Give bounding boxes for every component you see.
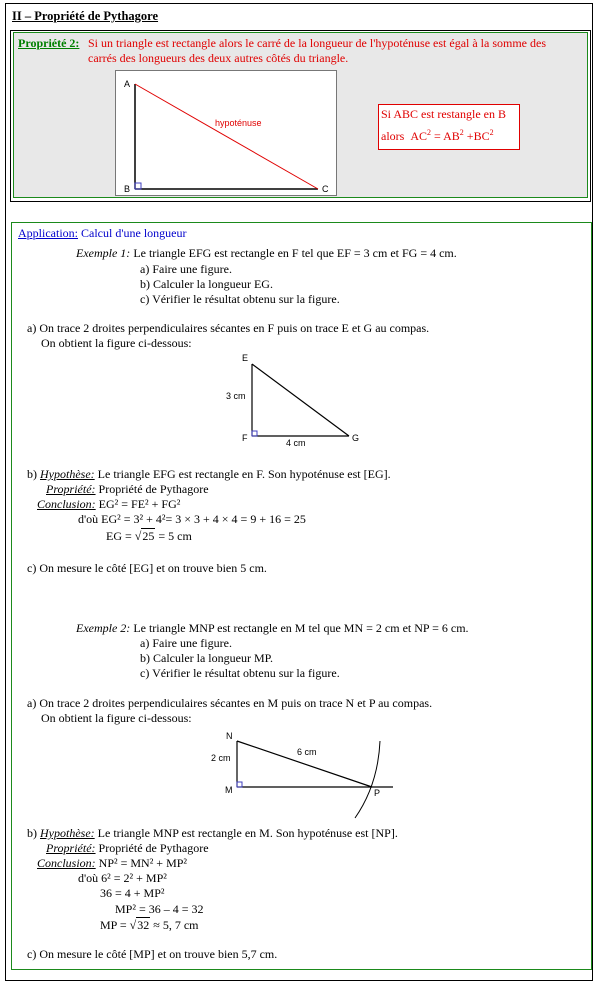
example1-statement: Exemple 1: Le triangle EFG est rectangle en F tel que EF = 3 cm et FG = 4 cm.: [76, 246, 457, 260]
example2-answer-c: c) On mesure le côté [MP] et on trouve bien 5,7 cm.: [27, 947, 278, 961]
example1-conclusion: Conclusion: EG² = FE² + FG²: [37, 497, 181, 511]
length-fg: 4 cm: [286, 438, 306, 448]
vertex-n: N: [226, 731, 233, 741]
vertex-p: P: [374, 788, 381, 798]
length-np: 6 cm: [297, 747, 317, 757]
application-title: Application: Calcul d'une longueur: [18, 226, 187, 240]
example1-question-a: a) Faire une figure.: [140, 262, 232, 276]
example1-eg-result: EG = √25 = 5 cm: [106, 529, 192, 543]
formula-line2: alors $AC^2 = AB^2 +BC^2$: [381, 128, 494, 143]
example1-calc-line: d'où EG² = 3² + 4²= 3 × 3 + 4 × 4 = 9 + 16 = 25: [78, 512, 306, 526]
vertex-m: M: [225, 785, 233, 795]
example1-property: Propriété: Propriété de Pythagore: [46, 482, 209, 496]
example2-hypothesis: b) Hypothèse: Le triangle MNP est rectangle en M. Son hypoténuse est [NP].: [27, 826, 398, 840]
example2-mp-result: MP = √32 ≈ 5, 7 cm: [100, 918, 199, 932]
example1-question-b: b) Calculer la longueur EG.: [140, 277, 273, 291]
compass-arc: [355, 741, 380, 818]
vertex-f: F: [242, 433, 248, 443]
section-title: II – Propriété de Pythagore: [12, 9, 159, 23]
vertex-e: E: [242, 353, 249, 363]
example2-question-b: b) Calculer la longueur MP.: [140, 651, 273, 665]
property-text-line2: carrés des longueurs des deux autres côtés du triangle.: [88, 51, 349, 65]
formula-line1: Si ABC est restangle en B: [381, 107, 506, 121]
property-label: Propriété 2:: [18, 36, 80, 50]
example2-answer-a-line2: On obtient la figure ci-dessous:: [41, 711, 192, 725]
example2-property: Propriété: Propriété de Pythagore: [46, 841, 209, 855]
property-text-line1: Si un triangle est rectangle alors le carré de la longueur de l'hypoténuse est égal à la somme des: [88, 36, 546, 50]
vertex-c: C: [322, 184, 329, 194]
example1-answer-a-line2: On obtient la figure ci-dessous:: [41, 336, 192, 350]
example2-calc-line3: MP² = 36 – 4 = 32: [115, 902, 204, 916]
example1-answer-c: c) On mesure le côté [EG] et on trouve bien 5 cm.: [27, 561, 267, 575]
example2-question-c: c) Vérifier le résultat obtenu sur la figure.: [140, 666, 340, 680]
hypotenuse-label: hypoténuse: [215, 118, 262, 128]
example1-hypothesis: b) Hypothèse: Le triangle EFG est rectangle en F. Son hypoténuse est [EG].: [27, 467, 391, 481]
example2-calc-line2: 36 = 4 + MP²: [100, 886, 165, 900]
vertex-g: G: [352, 433, 360, 443]
length-mn: 2 cm: [211, 753, 231, 763]
example2-statement: Exemple 2: Le triangle MNP est rectangle en M tel que MN = 2 cm et NP = 6 cm.: [76, 621, 469, 635]
right-angle-mark-m: [237, 782, 242, 787]
vertex-b: B: [124, 184, 131, 194]
example2-answer-a-line1: a) On trace 2 droites perpendiculaires sécantes en M puis on trace N et P au compas.: [27, 696, 433, 710]
example2-calc-line1: d'où 6² = 2² + MP²: [78, 871, 167, 885]
example2-question-a: a) Faire une figure.: [140, 636, 232, 650]
example2-conclusion: Conclusion: NP² = MN² + MP²: [37, 856, 188, 870]
example1-answer-a-line1: a) On trace 2 droites perpendiculaires sécantes en F puis on trace E et G au compas.: [27, 321, 430, 335]
length-ef: 3 cm: [226, 391, 246, 401]
example1-question-c: c) Vérifier le résultat obtenu sur la figure.: [140, 292, 340, 306]
vertex-a: A: [124, 79, 131, 89]
